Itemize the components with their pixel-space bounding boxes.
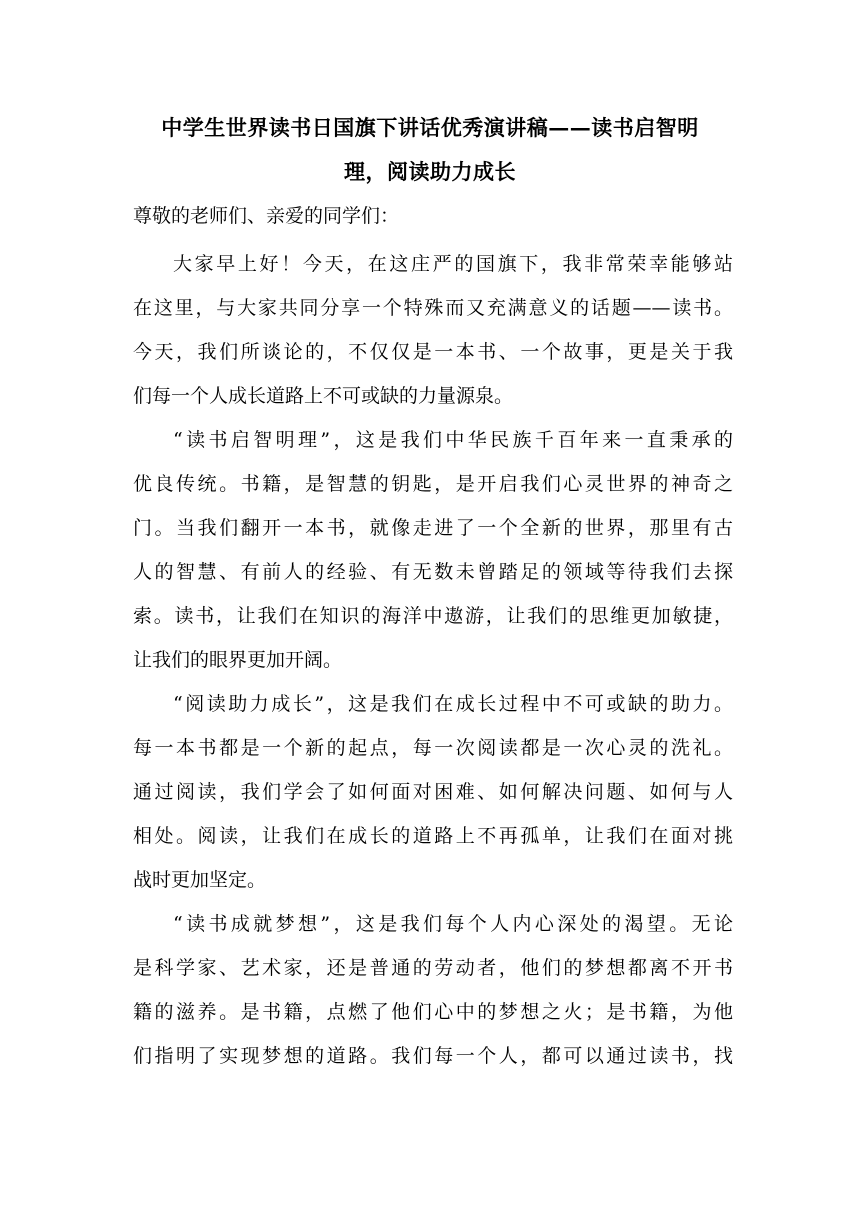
paragraph-line: 每一本书都是一个新的起点，每一次阅读都是一次心灵的洗礼。 xyxy=(133,737,733,759)
paragraph-line: 今天，我们所谈论的，不仅仅是一本书、一个故事，更是关于我 xyxy=(133,341,733,363)
paragraph-line: 在这里，与大家共同分享一个特殊而又充满意义的话题——读书。 xyxy=(133,297,733,319)
paragraph-line: 们指明了实现梦想的道路。我们每一个人，都可以通过读书，找 xyxy=(133,1045,733,1067)
paragraph-line: 让我们的眼界更加开阔。 xyxy=(133,649,343,671)
paragraph-line: 相处。阅读，让我们在成长的道路上不再孤单，让我们在面对挑 xyxy=(133,825,733,847)
paragraph-line: 通过阅读，我们学会了如何面对困难、如何解决问题、如何与人 xyxy=(133,781,733,803)
paragraph-line: 人的智慧、有前人的经验、有无数未曾踏足的领域等待我们去探 xyxy=(133,561,733,583)
document-title-line-1: 中学生世界读书日国旗下讲话优秀演讲稿——读书启智明 xyxy=(161,115,699,140)
paragraph-line: 索。读书，让我们在知识的海洋中遨游，让我们的思维更加敏捷， xyxy=(133,605,733,627)
paragraph-line: 大家早上好！今天，在这庄严的国旗下，我非常荣幸能够站 xyxy=(173,253,733,275)
paragraph-line: “阅读助力成长”，这是我们在成长过程中不可或缺的助力。 xyxy=(173,693,733,715)
paragraph-line: 优良传统。书籍，是智慧的钥匙，是开启我们心灵世界的神奇之 xyxy=(133,473,733,495)
paragraph-line: 籍的滋养。是书籍，点燃了他们心中的梦想之火；是书籍，为他 xyxy=(133,1001,733,1023)
paragraph-line: “读书启智明理”，这是我们中华民族千百年来一直秉承的 xyxy=(173,429,733,451)
paragraph-line: 门。当我们翻开一本书，就像走进了一个全新的世界，那里有古 xyxy=(133,517,733,539)
salutation: 尊敬的老师们、亲爱的同学们： xyxy=(133,205,400,227)
paragraph-line: 战时更加坚定。 xyxy=(133,869,267,891)
paragraph-line: 是科学家、艺术家，还是普通的劳动者，他们的梦想都离不开书 xyxy=(133,957,733,979)
document-title-line-2: 理，阅读助力成长 xyxy=(344,159,516,184)
paragraph-line: 们每一个人成长道路上不可或缺的力量源泉。 xyxy=(133,385,514,407)
paragraph-line: “读书成就梦想”，这是我们每个人内心深处的渴望。无论 xyxy=(173,913,733,935)
